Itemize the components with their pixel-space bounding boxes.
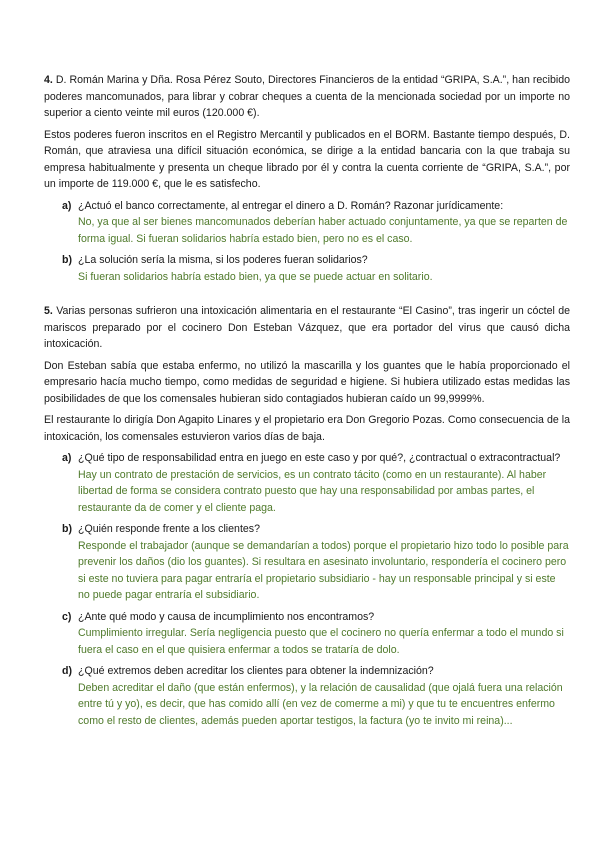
- answer-text: Si fueran solidarios habría estado bien, ya que se puede actuar en solitario.: [78, 270, 433, 283]
- exercise-5-number: 5.: [44, 305, 53, 317]
- question-text: ¿Actuó el banco correctamente, al entregar el dinero a D. Román? Razonar jurídicamente:: [78, 199, 504, 212]
- section-gap: [44, 290, 570, 303]
- exercise-5-intro-text: Varias personas sufrieron una intoxicación alimentaria en el restaurante “El Casino”, tras ingerir un cóctel de mariscos preparado por el cocinero Don Esteban Vázquez, que era portador del virus que causó dicha intoxicación.: [44, 305, 570, 350]
- answer-text: Deben acreditar el daño (que están enfermos), y la relación de causalidad (que ojalá fuera una relación entre tú y yo), es decir, que has comido allí (en vez de comerme a mi) y que tu te encuentres enfermo como el resto de clientes, además pueden aportar testigos, la factura (yo te invito mi reina)...: [78, 681, 563, 727]
- exercise-5-question-d: [44, 663, 570, 729]
- question-label: a): [62, 199, 72, 212]
- question-text: ¿Ante qué modo y causa de incumplimiento nos encontramos?: [78, 610, 375, 623]
- exercise-5-question-a: [44, 450, 570, 516]
- question-label: b): [62, 254, 72, 266]
- exercise-4-paragraph-2: Estos poderes fueron inscritos en el Registro Mercantil y publicados en el BORM. Bastante tiempo después, D. Román, que atraviesa una difícil situación económica, se dirige a la entidad bancaria con la que trabaja su empresa habitualmente y presenta un cheque librado por él y contra la cuenta corriente de “GRIPA, S.A.”, por un importe de 119.000 €, que le es satisfecho.: [44, 128, 570, 190]
- question-label: b): [62, 523, 72, 535]
- question-text: ¿Quién responde frente a los clientes?: [78, 523, 260, 535]
- exercise-5-paragraph-2: Don Esteban sabía que estaba enfermo, no utilizó la mascarilla y los guantes que le había proporcionado el empresario hacía mucho tiempo, como medidas de seguridad e higiene. Si hubiera utilizado estas medidas las posibilidades de que los comensales hubieran sido contagiados hubieran caído un 99,9999%.: [44, 359, 570, 405]
- exercise-5-paragraph-3: El restaurante lo dirigía Don Agapito Linares y el propietario era Don Gregorio Pozas. Como consecuencia de la intoxicación, los comensales estuvieron varios días de baja.: [44, 414, 570, 443]
- document-page: [44, 72, 570, 734]
- exercise-4-paragraph-1: [44, 72, 570, 122]
- exercise-4-question-b: [44, 252, 570, 285]
- answer-text: Responde el trabajador (aunque se demandarían a todos) porque el propietario hizo todo lo posible para prevenir los daños (dio los guantes). Si resultara en asesinato involuntario, respondería el cocinero pero si este no tuviera para pagar entraría el propietario subsidiario - hay un responsable principal y si este no puede pagar entraría el subsidiario.: [78, 539, 569, 601]
- question-text: ¿Qué extremos deben acreditar los clientes para obtener la indemnización?: [78, 665, 434, 677]
- question-text: ¿La solución sería la misma, si los poderes fueran solidarios?: [78, 254, 368, 266]
- question-label: a): [62, 452, 72, 464]
- question-label: c): [62, 610, 72, 623]
- answer-text: No, ya que al ser bienes mancomunados deberían haber actuado conjuntamente, ya que se reparten de forma igual. Si fueran solidarios habría estado bien, pero no es el caso.: [78, 216, 568, 245]
- exercise-5-question-b: [44, 521, 570, 604]
- question-text: ¿Qué tipo de responsabilidad entra en juego en este caso y por qué?, ¿contractual o extracontractual?: [78, 452, 561, 464]
- exercise-4-intro-text: D. Román Marina y Dña. Rosa Pérez Souto, Directores Financieros de la entidad “GRIPA, S.A.”, han recibido poderes mancomunados, para librar y cobrar cheques a cuenta de la mencionada sociedad por un importe no superior a ciento veinte mil euros (120.000 €).: [44, 74, 570, 119]
- answer-text: Hay un contrato de prestación de servicios, es un contrato tácito (como en un restaurante). Al haber libertad de forma se considera contrato puesto que hay una responsabilidad por ambas partes, el restaurante da de comer y el cliente paga.: [78, 468, 547, 514]
- answer-text: Cumplimiento irregular. Sería negligencia puesto que el cocinero no quería enfermar a todo el mundo si fuera el caso en el que quisiera enfermar a todos se trataría de dolo.: [78, 627, 564, 656]
- question-label: d): [62, 665, 72, 677]
- exercise-5-paragraph-1: [44, 303, 570, 353]
- exercise-4-question-a: [44, 198, 570, 248]
- exercise-5-question-c: [44, 609, 570, 659]
- exercise-4-number: 4.: [44, 74, 53, 86]
